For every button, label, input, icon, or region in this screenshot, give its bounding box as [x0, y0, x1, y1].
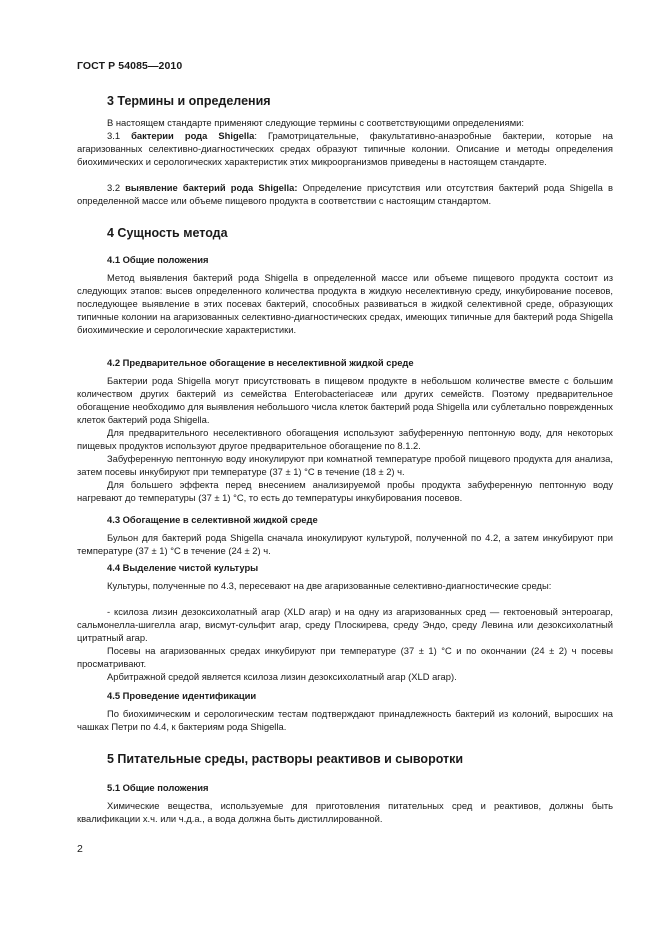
section-5-title: 5 Питательные среды, растворы реактивов и сыворотки [107, 752, 464, 766]
section-5-1-title: 5.1 Общие положения [107, 782, 209, 793]
term-3-2-name: выявление бактерий рода Shigella: [125, 182, 298, 193]
page-number: 2 [77, 843, 83, 855]
section-4-5-title: 4.5 Проведение идентификации [107, 690, 257, 701]
section-4-2-title: 4.2 Предварительное обогащение в неселективной жидкой среде [107, 357, 414, 368]
section-4-title: 4 Сущность метода [107, 226, 228, 240]
section-4-1-title: 4.1 Общие положения [107, 254, 209, 265]
section-3-intro: В настоящем стандарте применяют следующие термины с соответствующими определениями: [107, 117, 524, 128]
section-4-4-paragraph-1: Культуры, полученные по 4.3, пересевают на две агаризованные селективно-диагностические среды: [107, 580, 552, 591]
section-4-3-title: 4.3 Обогащение в селективной жидкой среде [107, 514, 318, 525]
section-4-4-paragraph-4: Арбитражной средой является ксилоза лизин дезоксихолатный агар (XLD агар). [107, 671, 457, 682]
section-4-2-paragraph-2: Для предварительного неселективного обогащения используют забуференную пептонную воду, для некоторых пищевых продуктов используют другое предварительное обогащение по 8.1.2. [77, 427, 613, 451]
term-3-2: 3.2 выявление бактерий рода Shigella: Определение присутствия или отсутствия бактерий рода Shigella в определенной массе или объеме пищевого продукта в соответствии с настоящим стандартом. [77, 182, 614, 206]
term-3-1-name: бактерии рода Shigella [131, 130, 255, 141]
section-4-1-paragraph: Метод выявления бактерий рода Shigella в определенной массе или объеме пищевого продукта состоит из следующих этапов: высев определенного количества продукта в жидкую неселективную среду, инкубирование посевов, последующее выявление в этих посевах бактерий, способных развиваться в жидкой селективной среде, образующих типичные колонии на агаризованных селективно-диагностических средах, имеющих типичные для бактерий рода Shigella биохимические и серологические характеристики. [77, 272, 613, 335]
term-3-1: 3.1 бактерии рода Shigella: Грамотрицательные, факультативно-анаэробные бактерии, которые на агаризованных селективно-диагностических средах образуют типичные колонии. Описание и методы определения биохимических и серологических характеристик этих микроорганизмов приведены в настоящем стандарте. [77, 130, 613, 167]
section-5-1-paragraph: Химические вещества, используемые для приготовления питательных сред и реактивов, должны быть квалификации х.ч. или ч.д.а., а вода должна быть дистиллированной. [77, 800, 613, 824]
section-4-5-paragraph: По биохимическим и серологическим тестам подтверждают принадлежность бактерий из колоний, выросших на чашках Петри по 4.4, к бактериям рода Shigella. [77, 708, 613, 732]
section-4-4-paragraph-2: - ксилоза лизин дезоксихолатный агар (XLD агар) и на одну из агаризованных сред — гектоеновый энтероагар, сальмонелла-шигелла агар, висмут-сульфит агар, среду Плоскирева, среду Эндо, среду Левина или дезоксихолатный цитратный агар. [77, 606, 613, 643]
section-4-2-paragraph-3: Забуференную пептонную воду инокулируют при комнатной температуре пробой пищевого продукта для анализа, затем посевы инкубируют при температуре (37 ± 1) °С в течение (18 ± 2) ч. [77, 453, 613, 477]
section-4-2-paragraph-1: Бактерии рода Shigella могут присутствовать в пищевом продукте в небольшом количестве вместе с большим количеством других бактерий из семейства Enterobacteriaceæ или других семейств. Поэтому предварительное обогащение необходимо для выявления небольшого числа клеток бактерий рода Shigella или сублетально поврежденных клеток бактерий рода Shigella. [77, 375, 613, 425]
section-4-4-paragraph-3: Посевы на агаризованных средах инкубируют при температуре (37 ± 1) °С и по окончании (24 ± 2) ч посевы просматривают. [77, 645, 613, 669]
section-3-title: 3 Термины и определения [107, 94, 271, 108]
section-4-2-paragraph-4: Для большего эффекта перед внесением анализируемой пробы продукта забуференную пептонную воду нагревают до температуры (37 ± 1) °С, то есть до температуры инкубирования посевов. [77, 479, 613, 503]
section-4-4-title: 4.4 Выделение чистой культуры [107, 562, 259, 573]
document-header-code: ГОСТ Р 54085—2010 [77, 60, 183, 72]
section-4-3-paragraph: Бульон для бактерий рода Shigella сначала инокулируют культурой, полученной по 4.2, а затем инкубируют при температуре (37 ± 1) °С в течение (24 ± 2) ч. [77, 532, 613, 556]
